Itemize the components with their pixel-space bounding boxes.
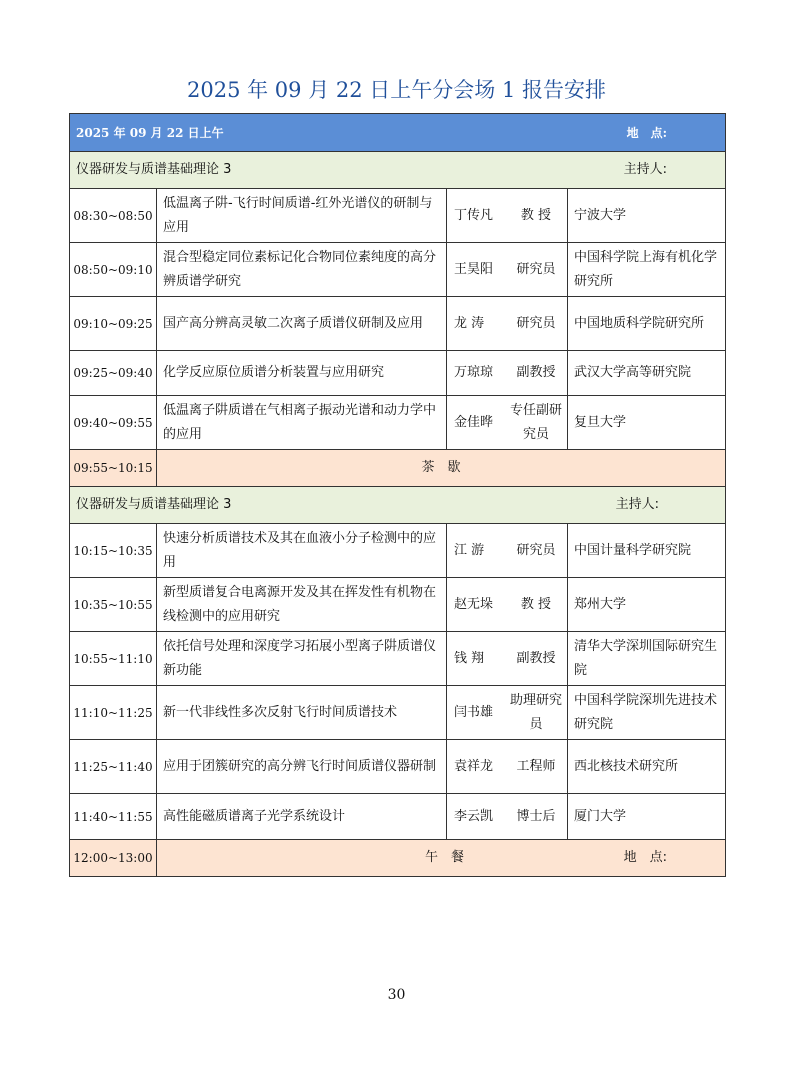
session-row xyxy=(70,487,726,524)
talk-org: 西北核技术研究所 xyxy=(568,740,726,794)
talk-title: 高性能磁质谱离子光学系统设计 xyxy=(157,794,447,840)
talk-title: 低温离子阱-飞行时间质谱-红外光谱仪的研制与应用 xyxy=(157,189,447,243)
speaker-name: 江 游 xyxy=(454,542,485,558)
speaker-name: 李云凯 xyxy=(454,808,494,824)
talk-speaker xyxy=(447,243,568,297)
host-label: 主持人: xyxy=(623,162,667,177)
talk-title: 快速分析质谱技术及其在血液小分子检测中的应用 xyxy=(157,524,447,578)
talk-org: 中国计量科学研究院 xyxy=(568,524,726,578)
talk-title: 低温离子阱质谱在气相离子振动光谱和动力学中的应用 xyxy=(157,396,447,450)
talk-speaker xyxy=(447,794,568,840)
talk-title: 新一代非线性多次反射飞行时间质谱技术 xyxy=(157,686,447,740)
session-name: 仪器研发与质谱基础理论 3 xyxy=(76,162,232,177)
speaker-role: 副教授 xyxy=(516,365,556,380)
speaker-role: 博士后 xyxy=(516,808,556,824)
talk-speaker xyxy=(447,524,568,578)
speaker-name: 钱 翔 xyxy=(454,650,485,666)
speaker-role: 教 授 xyxy=(520,596,552,612)
speaker-role: 工程师 xyxy=(516,758,556,774)
talk-org: 复旦大学 xyxy=(568,396,726,450)
tea-break-label: 茶 歇 xyxy=(157,450,726,487)
talk-org: 中国科学院上海有机化学研究所 xyxy=(568,243,726,297)
talk-org: 宁波大学 xyxy=(568,189,726,243)
schedule-table xyxy=(69,113,726,877)
talk-time: 09:10~09:25 xyxy=(70,297,157,351)
speaker-name: 金佳晔 xyxy=(454,414,494,430)
date-label: 2025 年 09 月 22 日上午 xyxy=(76,125,224,140)
talk-speaker xyxy=(447,686,568,740)
talk-time: 10:55~11:10 xyxy=(70,632,157,686)
talk-row xyxy=(70,740,726,794)
talk-time: 10:15~10:35 xyxy=(70,524,157,578)
talk-row xyxy=(70,524,726,578)
speaker-role: 研究员 xyxy=(516,542,556,558)
talk-title: 化学反应原位质谱分析装置与应用研究 xyxy=(157,351,447,396)
talk-row xyxy=(70,794,726,840)
page-title: 2025 年 09 月 22 日上午分会场 1 报告安排 xyxy=(187,78,606,102)
talk-row xyxy=(70,632,726,686)
talk-row xyxy=(70,578,726,632)
speaker-name: 万琼琼 xyxy=(454,365,494,380)
tea-break-row xyxy=(70,450,726,487)
speaker-role: 副教授 xyxy=(516,650,556,666)
talk-title: 依托信号处理和深度学习拓展小型离子阱质谱仪新功能 xyxy=(157,632,447,686)
speaker-name: 龙 涛 xyxy=(454,315,485,331)
speaker-role: 教 授 xyxy=(520,207,552,223)
tea-break-time: 09:55~10:15 xyxy=(70,450,157,487)
talk-title: 应用于团簇研究的高分辨飞行时间质谱仪器研制 xyxy=(157,740,447,794)
talk-time: 10:35~10:55 xyxy=(70,578,157,632)
talk-row xyxy=(70,297,726,351)
talk-time: 09:25~09:40 xyxy=(70,351,157,396)
talk-speaker xyxy=(447,578,568,632)
talk-speaker xyxy=(447,632,568,686)
location-label: 地 点: xyxy=(626,125,667,140)
talk-time: 11:10~11:25 xyxy=(70,686,157,740)
speaker-role: 研究员 xyxy=(516,315,556,331)
talk-speaker xyxy=(447,740,568,794)
talk-row xyxy=(70,351,726,396)
speaker-name: 袁祥龙 xyxy=(454,758,494,774)
talk-org: 武汉大学高等研究院 xyxy=(568,351,726,396)
speaker-name: 闫书雄 xyxy=(454,704,494,720)
talk-speaker xyxy=(447,297,568,351)
host-label: 主持人: xyxy=(615,497,659,512)
date-header-row xyxy=(70,114,726,152)
talk-time: 08:50~09:10 xyxy=(70,243,157,297)
session-name: 仪器研发与质谱基础理论 3 xyxy=(76,497,232,512)
page-number: 30 xyxy=(387,987,406,1003)
speaker-name: 丁传凡 xyxy=(454,207,494,223)
talk-speaker xyxy=(447,189,568,243)
talk-row xyxy=(70,396,726,450)
lunch-label: 午 餐 xyxy=(425,850,465,865)
session-row xyxy=(70,152,726,189)
speaker-name: 王昊阳 xyxy=(454,261,494,277)
talk-org: 中国科学院深圳先进技术研究院 xyxy=(568,686,726,740)
speaker-role: 助理研究员 xyxy=(509,692,562,732)
talk-row xyxy=(70,189,726,243)
talk-title: 新型质谱复合电离源开发及其在挥发性有机物在线检测中的应用研究 xyxy=(157,578,447,632)
lunch-row xyxy=(70,840,726,877)
talk-row xyxy=(70,243,726,297)
talk-row xyxy=(70,686,726,740)
speaker-role: 专任副研究员 xyxy=(509,402,562,442)
talk-speaker xyxy=(447,396,568,450)
lunch-location-label: 地 点: xyxy=(623,850,667,865)
talk-time: 08:30~08:50 xyxy=(70,189,157,243)
talk-org: 郑州大学 xyxy=(568,578,726,632)
talk-title: 混合型稳定同位素标记化合物同位素纯度的高分辨质谱学研究 xyxy=(157,243,447,297)
lunch-time: 12:00~13:00 xyxy=(70,840,157,877)
talk-org: 厦门大学 xyxy=(568,794,726,840)
talk-time: 11:25~11:40 xyxy=(70,740,157,794)
talk-org: 中国地质科学院研究所 xyxy=(568,297,726,351)
speaker-name: 赵无垛 xyxy=(454,596,494,612)
talk-title: 国产高分辨高灵敏二次离子质谱仪研制及应用 xyxy=(157,297,447,351)
speaker-role: 研究员 xyxy=(516,261,556,277)
talk-speaker xyxy=(447,351,568,396)
talk-time: 11:40~11:55 xyxy=(70,794,157,840)
talk-org: 清华大学深圳国际研究生院 xyxy=(568,632,726,686)
talk-time: 09:40~09:55 xyxy=(70,396,157,450)
